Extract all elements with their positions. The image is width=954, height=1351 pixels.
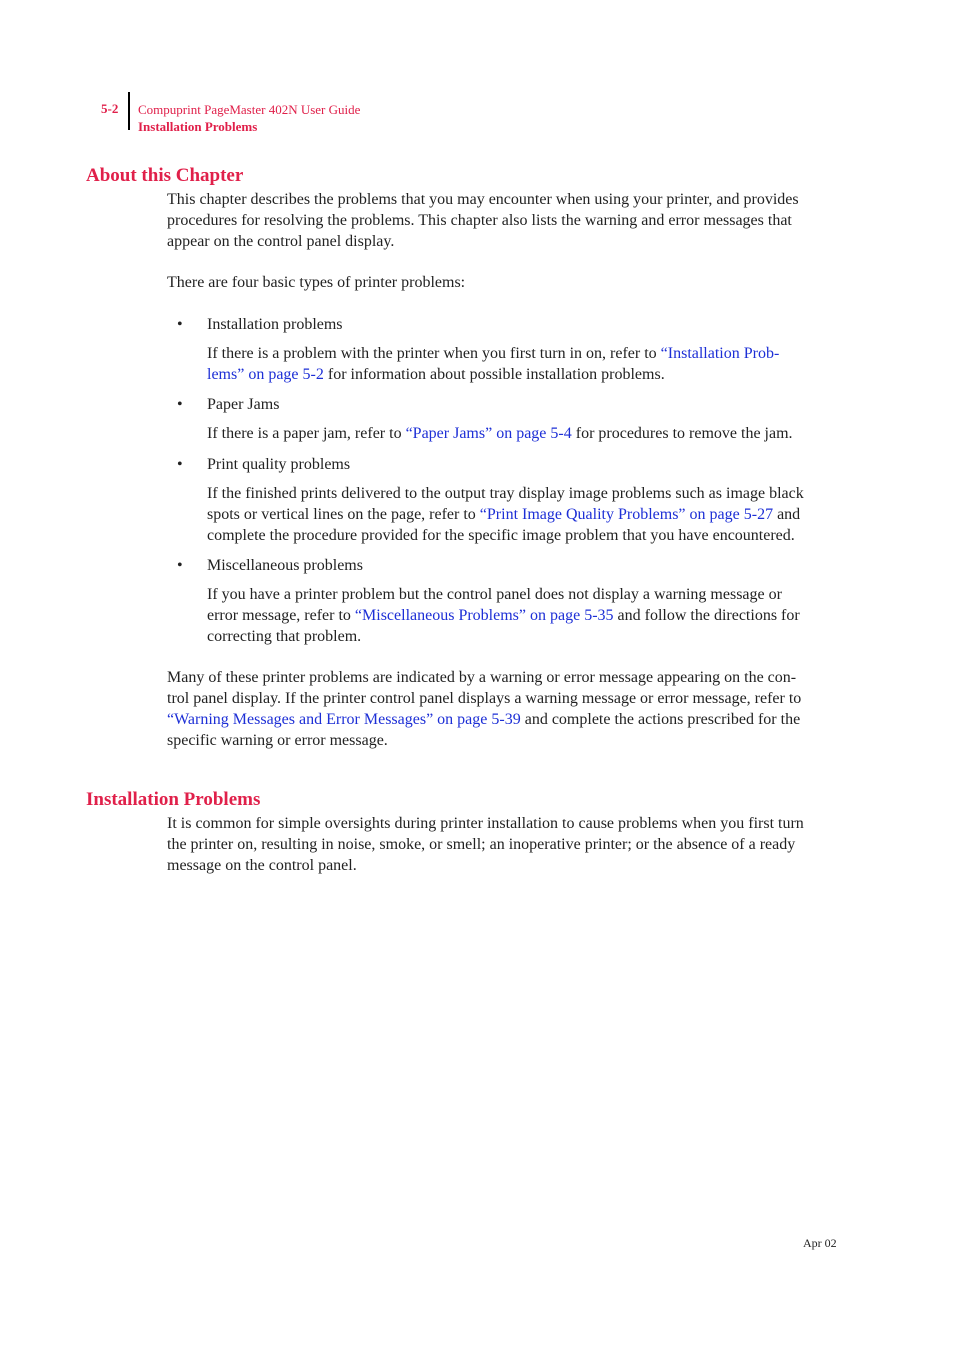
- text-run: If there is a problem with the printer when you first turn in on, refer to: [207, 345, 661, 362]
- footer-date: Apr 02: [803, 1236, 837, 1250]
- list-item-label: Print quality problems: [207, 456, 351, 473]
- text-line: the printer on, resulting in noise, smoke, or smell; an inoperative printer; or the absence of a ready: [167, 836, 796, 853]
- text-run: spots or vertical lines on the page, refer to: [207, 506, 480, 523]
- text-line: [207, 605, 839, 626]
- installation-heading: Installation Problems: [86, 789, 261, 810]
- text-run: and follow the directions for: [613, 607, 800, 624]
- text-run: error message, refer to: [207, 607, 355, 624]
- text-run: for information about possible installation problems.: [323, 366, 665, 383]
- header-divider: [128, 92, 130, 130]
- installation-problems-link[interactable]: lems” on page 5-2: [207, 366, 324, 383]
- list-item-description: [207, 423, 839, 444]
- about-intro-paragraph: [167, 189, 839, 252]
- text-run: and complete the actions prescribed for the: [520, 711, 801, 728]
- guide-title: Compuprint PageMaster 402N User Guide: [138, 102, 361, 117]
- problem-types-intro: There are four basic types of printer problems:: [167, 274, 466, 291]
- print-quality-link[interactable]: “Print Image Quality Problems” on page 5-27: [479, 506, 774, 523]
- bullet-icon: •: [177, 456, 183, 473]
- miscellaneous-problems-link[interactable]: “Miscellaneous Problems” on page 5-35: [354, 607, 614, 624]
- list-item-description: [207, 483, 839, 546]
- text-line: [207, 504, 839, 525]
- text-line: complete the procedure provided for the specific image problem that you have encountered.: [207, 527, 795, 544]
- text-line: It is common for simple oversights during printer installation to cause problems when you first turn: [167, 815, 804, 832]
- closing-paragraph: [167, 667, 839, 751]
- text-line: If you have a printer problem but the control panel does not display a warning message or: [207, 586, 782, 603]
- warning-messages-link[interactable]: “Warning Messages and Error Messages” on page 5-39: [167, 711, 521, 728]
- running-section-title: Installation Problems: [138, 119, 258, 134]
- text-line: procedures for resolving the problems. This chapter also lists the warning and error messages that: [167, 212, 792, 229]
- bullet-icon: •: [177, 316, 183, 333]
- text-line: [207, 343, 839, 364]
- installation-paragraph: [167, 813, 839, 876]
- text-line: [207, 364, 839, 385]
- list-item-label: Installation problems: [207, 316, 343, 333]
- text-line: trol panel display. If the printer control panel displays a warning message or error message, refer to: [167, 690, 802, 707]
- paper-jams-link[interactable]: “Paper Jams” on page 5-4: [405, 425, 572, 442]
- text-line: correcting that problem.: [207, 628, 362, 645]
- text-run: and: [773, 506, 801, 523]
- about-heading: About this Chapter: [86, 165, 244, 186]
- text-line: This chapter describes the problems that you may encounter when using your printer, and provides: [167, 191, 799, 208]
- bullet-icon: •: [177, 557, 183, 574]
- list-item-label: Paper Jams: [207, 396, 280, 413]
- text-line: If the finished prints delivered to the output tray display image problems such as image black: [207, 485, 804, 502]
- bullet-icon: •: [177, 396, 183, 413]
- list-item-description: [207, 584, 839, 647]
- text-line: Many of these printer problems are indicated by a warning or error message appearing on the con-: [167, 669, 797, 686]
- page-number: 5-2: [101, 101, 119, 116]
- list-item-label: Miscellaneous problems: [207, 557, 363, 574]
- text-run: If there is a paper jam, refer to: [207, 425, 406, 442]
- list-item-description: [207, 343, 839, 385]
- text-run: for procedures to remove the jam.: [571, 425, 793, 442]
- installation-problems-link[interactable]: “Installation Prob-: [660, 345, 780, 362]
- text-line: [207, 423, 839, 444]
- text-line: specific warning or error message.: [167, 732, 388, 749]
- text-line: message on the control panel.: [167, 857, 357, 874]
- text-line: [167, 709, 839, 730]
- text-line: appear on the control panel display.: [167, 233, 395, 250]
